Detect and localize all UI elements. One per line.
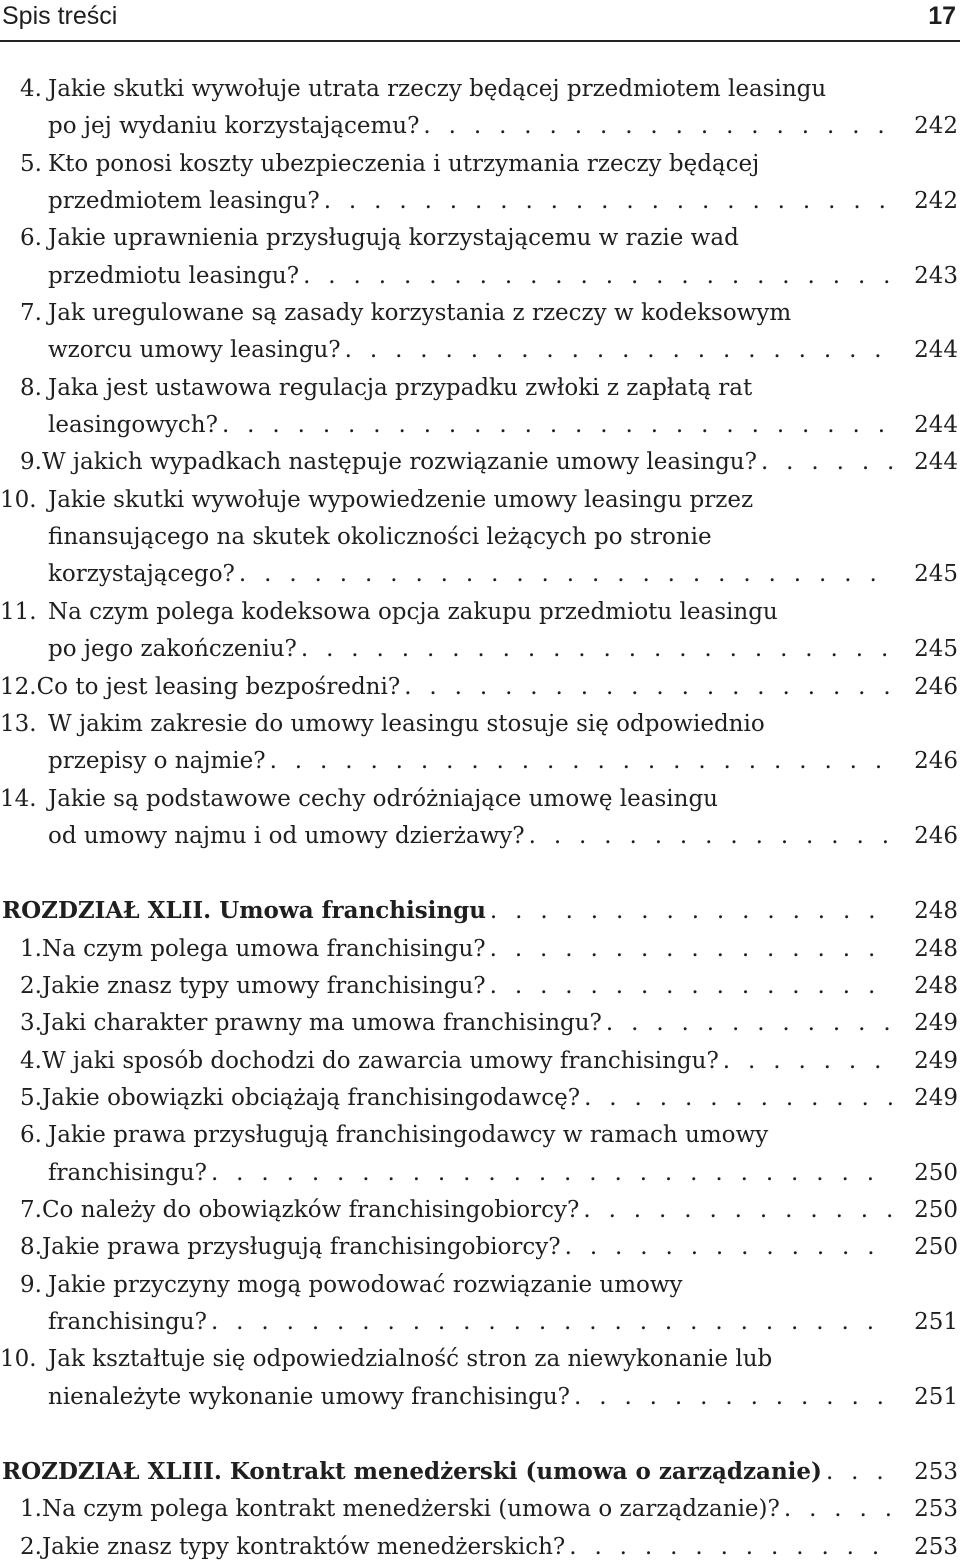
entry-title: Jakie skutki wywołuje utrata rzeczy będącej przedmiotem leasingu (48, 76, 827, 102)
entry-title-cont: po jej wydaniu korzystającemu? (48, 113, 420, 140)
toc-entry-line (0, 1005, 960, 1042)
dot-leader (490, 931, 894, 968)
dot-leader (404, 669, 894, 706)
entry-number: 13. (0, 710, 37, 737)
toc-entry-line (0, 931, 960, 968)
chapter-page: 248 (914, 898, 958, 925)
entry-title: Na czym polega kontrakt menedżerski (umowa o zarządzanie)? (41, 1496, 780, 1523)
entry-title-cont: korzystającego? (48, 561, 235, 588)
entry-title: W jaki sposób dochodzi do zawarcia umowy franchisingu? (41, 1047, 719, 1074)
entry-number: 10. (0, 1346, 37, 1373)
dot-leader (211, 1155, 894, 1192)
entry-page: 250 (914, 1159, 958, 1186)
table-of-contents (0, 71, 960, 1566)
entry-page: 248 (914, 935, 958, 962)
toc-entry-line (0, 1304, 960, 1341)
dot-leader (569, 1529, 894, 1566)
dot-leader (490, 893, 894, 930)
entry-title: Jakie przyczyny mogą powodować rozwiązanie umowy (48, 1271, 683, 1298)
entry-page: 251 (914, 1309, 958, 1335)
entry-page: 242 (914, 113, 958, 140)
entry-number: 11. (0, 598, 37, 625)
toc-entry-line (0, 818, 960, 855)
entry-page: 248 (914, 972, 958, 999)
toc-entry (0, 968, 960, 1005)
entry-title-cont: leasingowych? (48, 412, 218, 439)
entry-number: 4. (20, 76, 42, 102)
toc-entry-line (0, 743, 960, 780)
toc-entry (0, 1229, 960, 1266)
toc-entry (0, 1267, 960, 1342)
dot-leader (565, 1229, 894, 1266)
section-gap (0, 855, 960, 892)
toc-entry-line (0, 968, 960, 1005)
dot-leader (324, 183, 894, 220)
toc-entry (0, 71, 960, 146)
toc-entry-line (0, 295, 960, 332)
toc-entry-line (0, 1155, 960, 1192)
toc-entry (0, 370, 960, 445)
toc-entry (0, 146, 960, 221)
entry-number: 9. (20, 1271, 42, 1298)
entry-page: 253 (914, 1533, 958, 1560)
entry-number: 6. (20, 1122, 42, 1149)
toc-entry (0, 1080, 960, 1117)
toc-entry-line (0, 183, 960, 220)
entry-title: Jak uregulowane są zasady korzystania z rzeczy w kodeksowym (48, 300, 792, 327)
toc-entry-line (0, 370, 960, 407)
chapter-heading (0, 1453, 960, 1491)
entry-page: 244 (914, 412, 958, 439)
toc-entry-line (0, 1043, 960, 1080)
indent (0, 519, 48, 556)
entry-page: 250 (914, 1196, 958, 1223)
entry-title-cont: przedmiotem leasingu? (48, 188, 320, 215)
entry-page: 253 (914, 1496, 958, 1523)
toc-entry-line (0, 706, 960, 743)
entry-number: 2. (20, 972, 42, 999)
entry-page: 249 (914, 1084, 958, 1111)
entry-title: Jakie obowiązki obciążają franchisingodawcę? (41, 1084, 581, 1111)
entry-page: 246 (914, 822, 958, 849)
dot-leader (301, 631, 894, 668)
entry-page: 251 (914, 1383, 958, 1410)
toc-entry-line (0, 1529, 960, 1566)
dot-leader (574, 1379, 894, 1416)
toc-entry (0, 1117, 960, 1192)
entry-title: Jaki charakter prawny ma umowa franchisingu? (41, 1010, 602, 1037)
chapter-title: ROZDZIAŁ XLII. Umowa franchisingu (2, 897, 486, 925)
entry-title: Kto ponosi koszty ubezpieczenia i utrzymania rzeczy będącej (48, 150, 760, 177)
dot-leader (761, 444, 894, 481)
toc-entry-line (0, 108, 960, 145)
page-number: 17 (928, 2, 956, 30)
entry-title: Jaka jest ustawowa regulacja przypadku zwłoki z zapłatą rat (48, 374, 753, 401)
entry-page: 246 (914, 748, 958, 775)
entry-title-cont: od umowy najmu i od umowy dzierżawy? (48, 822, 525, 849)
entry-title: Co należy do obowiązków franchisingobiorcy? (41, 1196, 580, 1223)
toc-entry (0, 1491, 960, 1528)
toc-entry-line (0, 1080, 960, 1117)
entry-number: 1. (20, 1496, 42, 1523)
toc-entry-line (0, 631, 960, 668)
toc-entry-line (0, 71, 960, 108)
toc-entry-line (0, 220, 960, 257)
entry-number: 10. (0, 486, 37, 513)
entry-title: Jakie znasz typy umowy franchisingu? (41, 972, 486, 999)
entry-title: Na czym polega kodeksowa opcja zakupu przedmiotu leasingu (48, 598, 778, 625)
entry-title-cont: franchisingu? (48, 1159, 207, 1186)
toc-entry-line (0, 444, 960, 481)
dot-leader (303, 258, 894, 295)
toc-entry (0, 220, 960, 295)
entry-title: Jakie skutki wywołuje wypowiedzenie umowy leasingu przez (48, 486, 754, 513)
entry-page: 244 (914, 337, 958, 364)
entry-number: 5. (20, 1084, 42, 1111)
entry-number: 5. (20, 150, 42, 177)
toc-entry (0, 1043, 960, 1080)
entry-title-cont: po jego zakończeniu? (48, 636, 297, 663)
dot-leader (423, 108, 894, 145)
toc-entry (0, 1529, 960, 1566)
toc-entry-line (0, 519, 960, 556)
entry-title: Na czym polega umowa franchisingu? (41, 935, 486, 962)
entry-number: 8. (20, 1234, 42, 1261)
toc-entry-line (0, 1192, 960, 1229)
toc-entry-line (0, 594, 960, 631)
toc-entry (0, 669, 960, 706)
section-title: Spis treści (2, 2, 118, 30)
toc-entry (0, 1341, 960, 1416)
dot-leader (239, 556, 894, 593)
toc-entry (0, 1192, 960, 1229)
running-header (0, 0, 960, 42)
dot-leader (211, 1304, 894, 1341)
entry-title: finansującego na skutek okoliczności leżących po stronie (48, 524, 712, 551)
entry-number: 9. (20, 449, 42, 476)
toc-entry-line (0, 1341, 960, 1378)
section-gap (0, 1416, 960, 1453)
entry-title: Jakie prawa przysługują franchisingobiorcy? (41, 1234, 561, 1261)
entry-title: W jakim zakresie do umowy leasingu stosuje się odpowiednio (48, 710, 765, 737)
entry-title-cont: nienależyte wykonanie umowy franchisingu? (48, 1383, 571, 1410)
entry-title: W jakich wypadkach następuje rozwiązanie umowy leasingu? (41, 449, 757, 476)
entry-title: Jakie uprawnienia przysługują korzystającemu w razie wad (48, 225, 739, 252)
toc-entry-line (0, 146, 960, 183)
dot-leader (345, 332, 894, 369)
dot-leader (723, 1043, 894, 1080)
entry-title-cont: franchisingu? (48, 1309, 207, 1335)
dot-leader (270, 743, 894, 780)
toc-entry (0, 931, 960, 968)
entry-page: 244 (914, 449, 958, 476)
entry-number: 7. (20, 300, 42, 327)
entry-page: 245 (914, 561, 958, 588)
entry-number: 1. (20, 935, 42, 962)
entry-page: 249 (914, 1047, 958, 1074)
dot-leader (490, 968, 894, 1005)
entry-title-cont: wzorcu umowy leasingu? (48, 337, 341, 364)
toc-entry (0, 295, 960, 370)
toc-entry (0, 482, 960, 594)
chapter-title: ROZDZIAŁ XLIII. Kontrakt menedżerski (umowa o zarządzanie) (2, 1458, 822, 1486)
chapter-heading (0, 892, 960, 930)
entry-page: 249 (914, 1010, 958, 1037)
entry-title: Jak kształtuje się odpowiedzialność stron za niewykonanie lub (48, 1346, 773, 1373)
entry-title: Co to jest leasing bezpośredni? (36, 673, 401, 700)
entry-number: 3. (20, 1010, 42, 1037)
entry-title-cont: przedmiotu leasingu? (48, 262, 300, 289)
entry-number: 6. (20, 225, 42, 252)
dot-leader (584, 1080, 894, 1117)
entry-title: Jakie są podstawowe cechy odróżniające umowę leasingu (48, 785, 718, 812)
toc-entry-line (0, 1379, 960, 1416)
toc-entry-line (0, 1491, 960, 1528)
entry-page: 245 (914, 636, 958, 663)
entry-number: 7. (20, 1196, 42, 1223)
toc-entry-line (0, 1267, 960, 1304)
toc-entry-line (0, 482, 960, 519)
dot-leader (583, 1192, 894, 1229)
toc-entry (0, 781, 960, 856)
entry-number: 14. (0, 785, 37, 812)
toc-entry-line (0, 556, 960, 593)
entry-page: 250 (914, 1234, 958, 1261)
entry-number: 4. (20, 1047, 42, 1074)
toc-entry (0, 444, 960, 481)
entry-page: 242 (914, 188, 958, 215)
dot-leader (784, 1491, 894, 1528)
entry-title: Jakie prawa przysługują franchisingodawcy w ramach umowy (48, 1122, 769, 1149)
toc-entry-line (0, 332, 960, 369)
toc-entry-line (0, 669, 960, 706)
entry-number: 2. (20, 1533, 42, 1560)
entry-number: 8. (20, 374, 42, 401)
toc-entry-line (0, 781, 960, 818)
dot-leader (529, 818, 894, 855)
entry-number: 12. (0, 673, 37, 700)
entry-title: Jakie znasz typy kontraktów menedżerskich? (41, 1533, 566, 1560)
entry-page: 246 (914, 673, 958, 700)
dot-leader (826, 1454, 894, 1491)
dot-leader (606, 1005, 894, 1042)
toc-entry-line (0, 1117, 960, 1154)
entry-page: 243 (914, 262, 958, 289)
dot-leader (222, 407, 894, 444)
toc-entry (0, 594, 960, 669)
chapter-page: 253 (914, 1459, 958, 1486)
entry-title-cont: przepisy o najmie? (48, 748, 266, 775)
toc-entry-line (0, 258, 960, 295)
toc-entry (0, 706, 960, 781)
toc-entry-line (0, 1229, 960, 1266)
toc-entry-line (0, 407, 960, 444)
toc-entry (0, 1005, 960, 1042)
